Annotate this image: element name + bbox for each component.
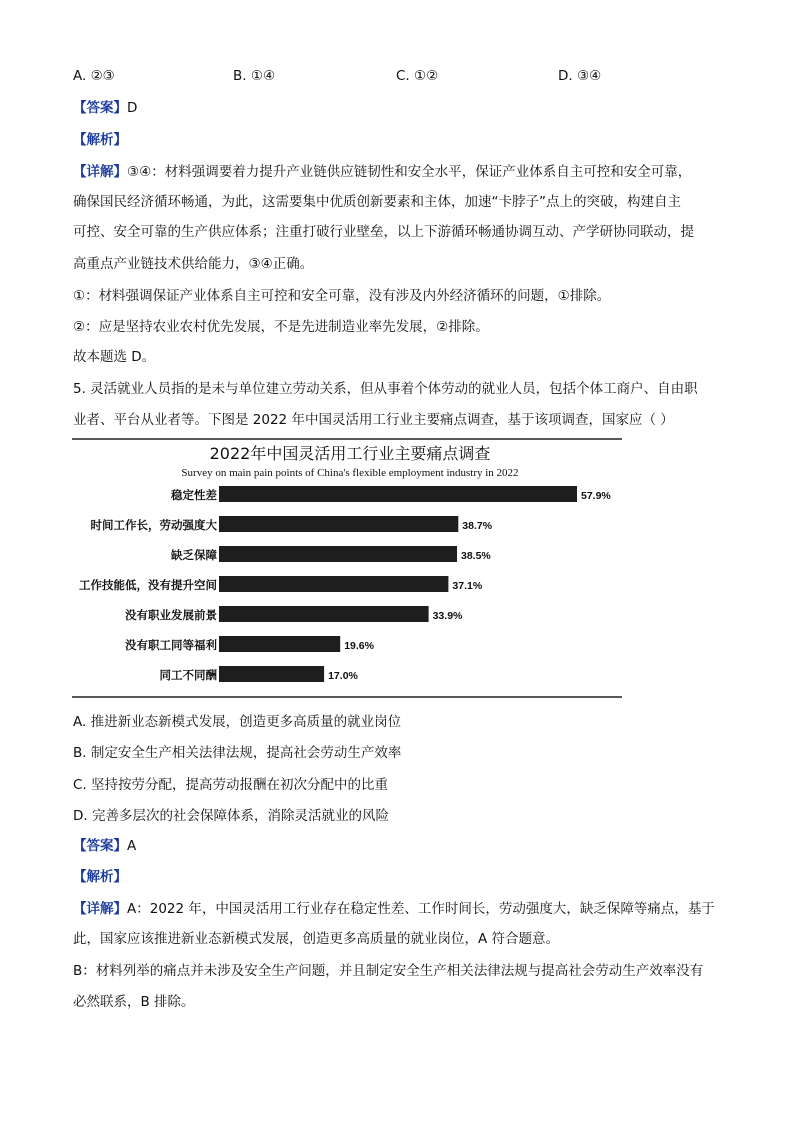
q5-detail-line-2: 此，国家应该推进新业态新模式发展，创造更多高质量的就业岗位，A 符合题意。 bbox=[73, 931, 560, 947]
q5-option-d: D. 完善多层次的社会保障体系，消除灵活就业的风险 bbox=[73, 808, 389, 824]
answer-value: D bbox=[127, 100, 138, 116]
chart bbox=[72, 436, 624, 700]
q4-detail-line-4: 高重点产业链技术供给能力，③④正确。 bbox=[73, 256, 314, 272]
bar-6 bbox=[219, 636, 340, 652]
bar-2 bbox=[219, 516, 458, 532]
category-label-3: 缺乏保障 bbox=[171, 548, 217, 562]
bar-3 bbox=[219, 546, 457, 562]
q4-detail-line-3: 可控、安全可靠的生产供应体系；注重打破行业壁垒，以上下游循环畅通协调互动、产学研协同联动，提 bbox=[73, 224, 694, 240]
q5-analysis bbox=[73, 867, 733, 887]
answer-value: A bbox=[127, 838, 137, 854]
category-label-1: 稳定性差 bbox=[171, 488, 217, 502]
category-label-6: 没有职工同等福利 bbox=[125, 638, 217, 652]
q5-b-line-2: 必然联系，B 排除。 bbox=[73, 994, 195, 1010]
category-label-5: 没有职业发展前景 bbox=[125, 608, 217, 622]
q5-stem-line-1: 5. 灵活就业人员指的是未与单位建立劳动关系，但从事着个体劳动的就业人员，包括个体工商户、自由职 bbox=[73, 381, 698, 397]
detail-text: A：2022 年，中国灵活用工行业存在稳定性差、工作时间长，劳动强度大，缺乏保障等痛点，基于 bbox=[127, 901, 715, 917]
value-label-5: 33.9% bbox=[432, 610, 463, 622]
bar-chart-svg bbox=[72, 436, 624, 700]
chart-title: 2022年中国灵活用工行业主要痛点调查 bbox=[209, 444, 491, 463]
bar-4 bbox=[219, 576, 448, 592]
q5-b-line-1: B：材料列举的痛点并未涉及安全生产问题，并且制定安全生产相关法律法规与提高社会劳动生产效率没有 bbox=[73, 963, 704, 979]
detail-text: ③④：材料强调要着力提升产业链供应链韧性和安全水平，保证产业体系自主可控和安全可靠， bbox=[127, 164, 692, 180]
q4-exclusion-1: ①：材料强调保证产业体系自主可控和安全可靠，没有涉及内外经济循环的问题，①排除。 bbox=[73, 288, 611, 304]
q4-detail-line-2: 确保国民经济循环畅通，为此，这需要集中优质创新要素和主体，加速“卡脖子”点上的突破，构建自主 bbox=[73, 194, 681, 210]
analysis-tag: 【解析】 bbox=[73, 869, 127, 885]
bars-group bbox=[79, 486, 611, 682]
value-label-6: 19.6% bbox=[344, 640, 374, 652]
category-label-2: 时间工作长，劳动强度大 bbox=[90, 518, 217, 532]
value-label-4: 37.1% bbox=[452, 580, 483, 592]
q4-detail-line-1 bbox=[73, 162, 733, 182]
q5-option-c: C. 坚持按劳分配，提高劳动报酬在初次分配中的比重 bbox=[73, 777, 389, 793]
q4-exclusion-2: ②：应是坚持农业农村优先发展，不是先进制造业率先发展，②排除。 bbox=[73, 319, 489, 335]
q5-option-b: B. 制定安全生产相关法律法规，提高社会劳动生产效率 bbox=[73, 745, 402, 761]
option-a: A. ②③ bbox=[73, 68, 115, 84]
chart-subtitle: Survey on main pain points of China's flexible employment industry in 2022 bbox=[181, 467, 519, 479]
value-label-2: 38.7% bbox=[462, 520, 493, 532]
bar-1 bbox=[219, 486, 577, 502]
detail-tag: 【详解】 bbox=[73, 164, 127, 180]
bar-7 bbox=[219, 666, 324, 682]
q5-stem-line-2: 业者、平台从业者等。下图是 2022 年中国灵活用工行业主要痛点调查，基于该项调查，国家应（ ） bbox=[73, 412, 674, 428]
q4-conclusion: 故本题选 D。 bbox=[73, 349, 156, 365]
category-label-4: 工作技能低，没有提升空间 bbox=[79, 578, 217, 592]
q5-answer bbox=[73, 836, 733, 856]
option-d: D. ③④ bbox=[558, 68, 602, 84]
value-label-3: 38.5% bbox=[461, 550, 491, 562]
analysis-tag: 【解析】 bbox=[73, 132, 127, 148]
q5-detail-line-1 bbox=[73, 899, 733, 919]
option-b: B. ①④ bbox=[233, 68, 276, 84]
option-c: C. ①② bbox=[396, 68, 439, 84]
value-label-7: 17.0% bbox=[328, 670, 358, 682]
answer-tag: 【答案】 bbox=[73, 838, 127, 854]
answer-tag: 【答案】 bbox=[73, 100, 127, 116]
value-label-1: 57.9% bbox=[581, 490, 611, 502]
q5-option-a: A. 推进新业态新模式发展，创造更多高质量的就业岗位 bbox=[73, 714, 402, 730]
q4-answer bbox=[73, 98, 733, 118]
q4-analysis bbox=[73, 130, 733, 150]
bar-5 bbox=[219, 606, 429, 622]
category-label-7: 同工不同酬 bbox=[159, 668, 217, 682]
detail-tag: 【详解】 bbox=[73, 901, 127, 917]
